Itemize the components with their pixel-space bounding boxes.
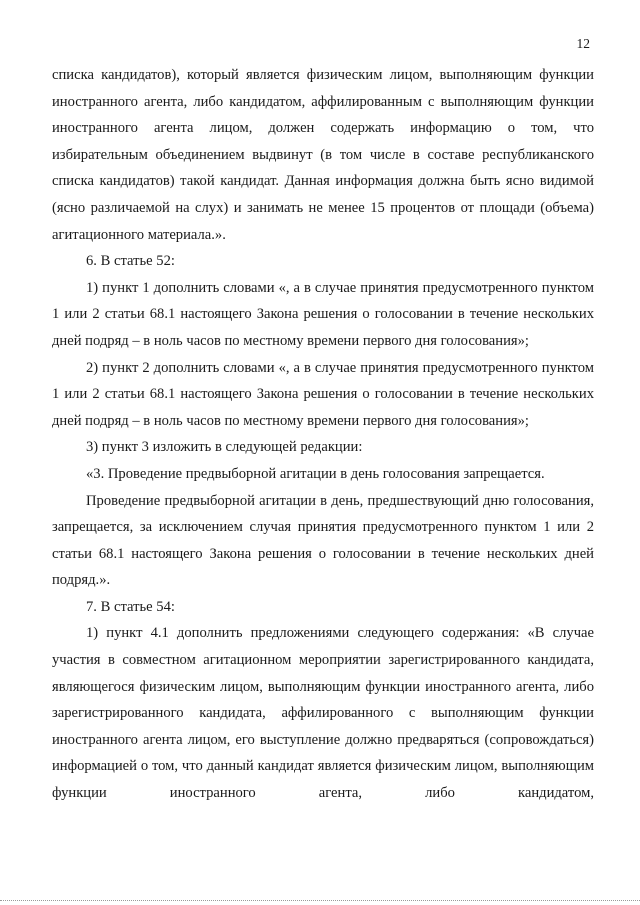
item-6-3: 3) пункт 3 изложить в следующей редакции: [86,439,363,456]
page-number: 12 [576,36,590,51]
item-7-1: 1) пункт 4.1 дополнить предложениями следующего содержания: «В случае участия в совместном агитационном мероприятии зарегистрированного кандидата, являющегося физическим лицом, выполняющим функции иностранного агента, либо зарегистрированного кандидата, аффилированного с выполняющим функции иностранного агента лицом, его выступление должно предваряться (сопровождаться) информацией о том, что данный кандидат является физическим лицом, выполняющим функции иностранного агента, либо кандидатом, [52,625,594,802]
scan-edge-line [0,900,640,903]
section-heading-6: 6. В статье 52: [86,253,175,270]
section-heading-7: 7. В статье 54: [86,598,175,615]
quote-item-3: «3. Проведение предвыборной агитации в день голосования запрещается. [86,465,545,482]
item-6-1: 1) пункт 1 дополнить словами «, а в случае принятия предусмотренного пунктом 1 или 2 статьи 68.1 настоящего Закона решения о голосовании в течение нескольких дней подряд – в ноль часов по местному времени первого дня голосования»; [52,279,594,349]
paragraph-continuation: списка кандидатов), который является физическим лицом, выполняющим функции иностранного агента, либо кандидатом, аффилированным с выполняющим функции иностранного агента лицом, должен содержать информацию о том, что избирательным объединением выдвинут (в том числе в составе республиканского списка кандидатов) такой кандидат. Данная информация должна быть ясно видимой (ясно различаемой на слух) и занимать не менее 15 процентов от площади (объема) агитационного материала.». [52,67,594,243]
item-6-2: 2) пункт 2 дополнить словами «, а в случае принятия предусмотренного пунктом 1 или 2 статьи 68.1 настоящего Закона решения о голосовании в течение нескольких дней подряд – в ноль часов по местному времени первого дня голосования»; [52,359,594,429]
document-body [52,62,594,807]
quote-item-3-continued: Проведение предвыборной агитации в день, предшествующий дню голосования, запрещается, за исключением случая принятия предусмотренного пунктом 1 или 2 статьи 68.1 настоящего Закона решения о голосовании в течение нескольких дней подряд.». [52,492,594,589]
